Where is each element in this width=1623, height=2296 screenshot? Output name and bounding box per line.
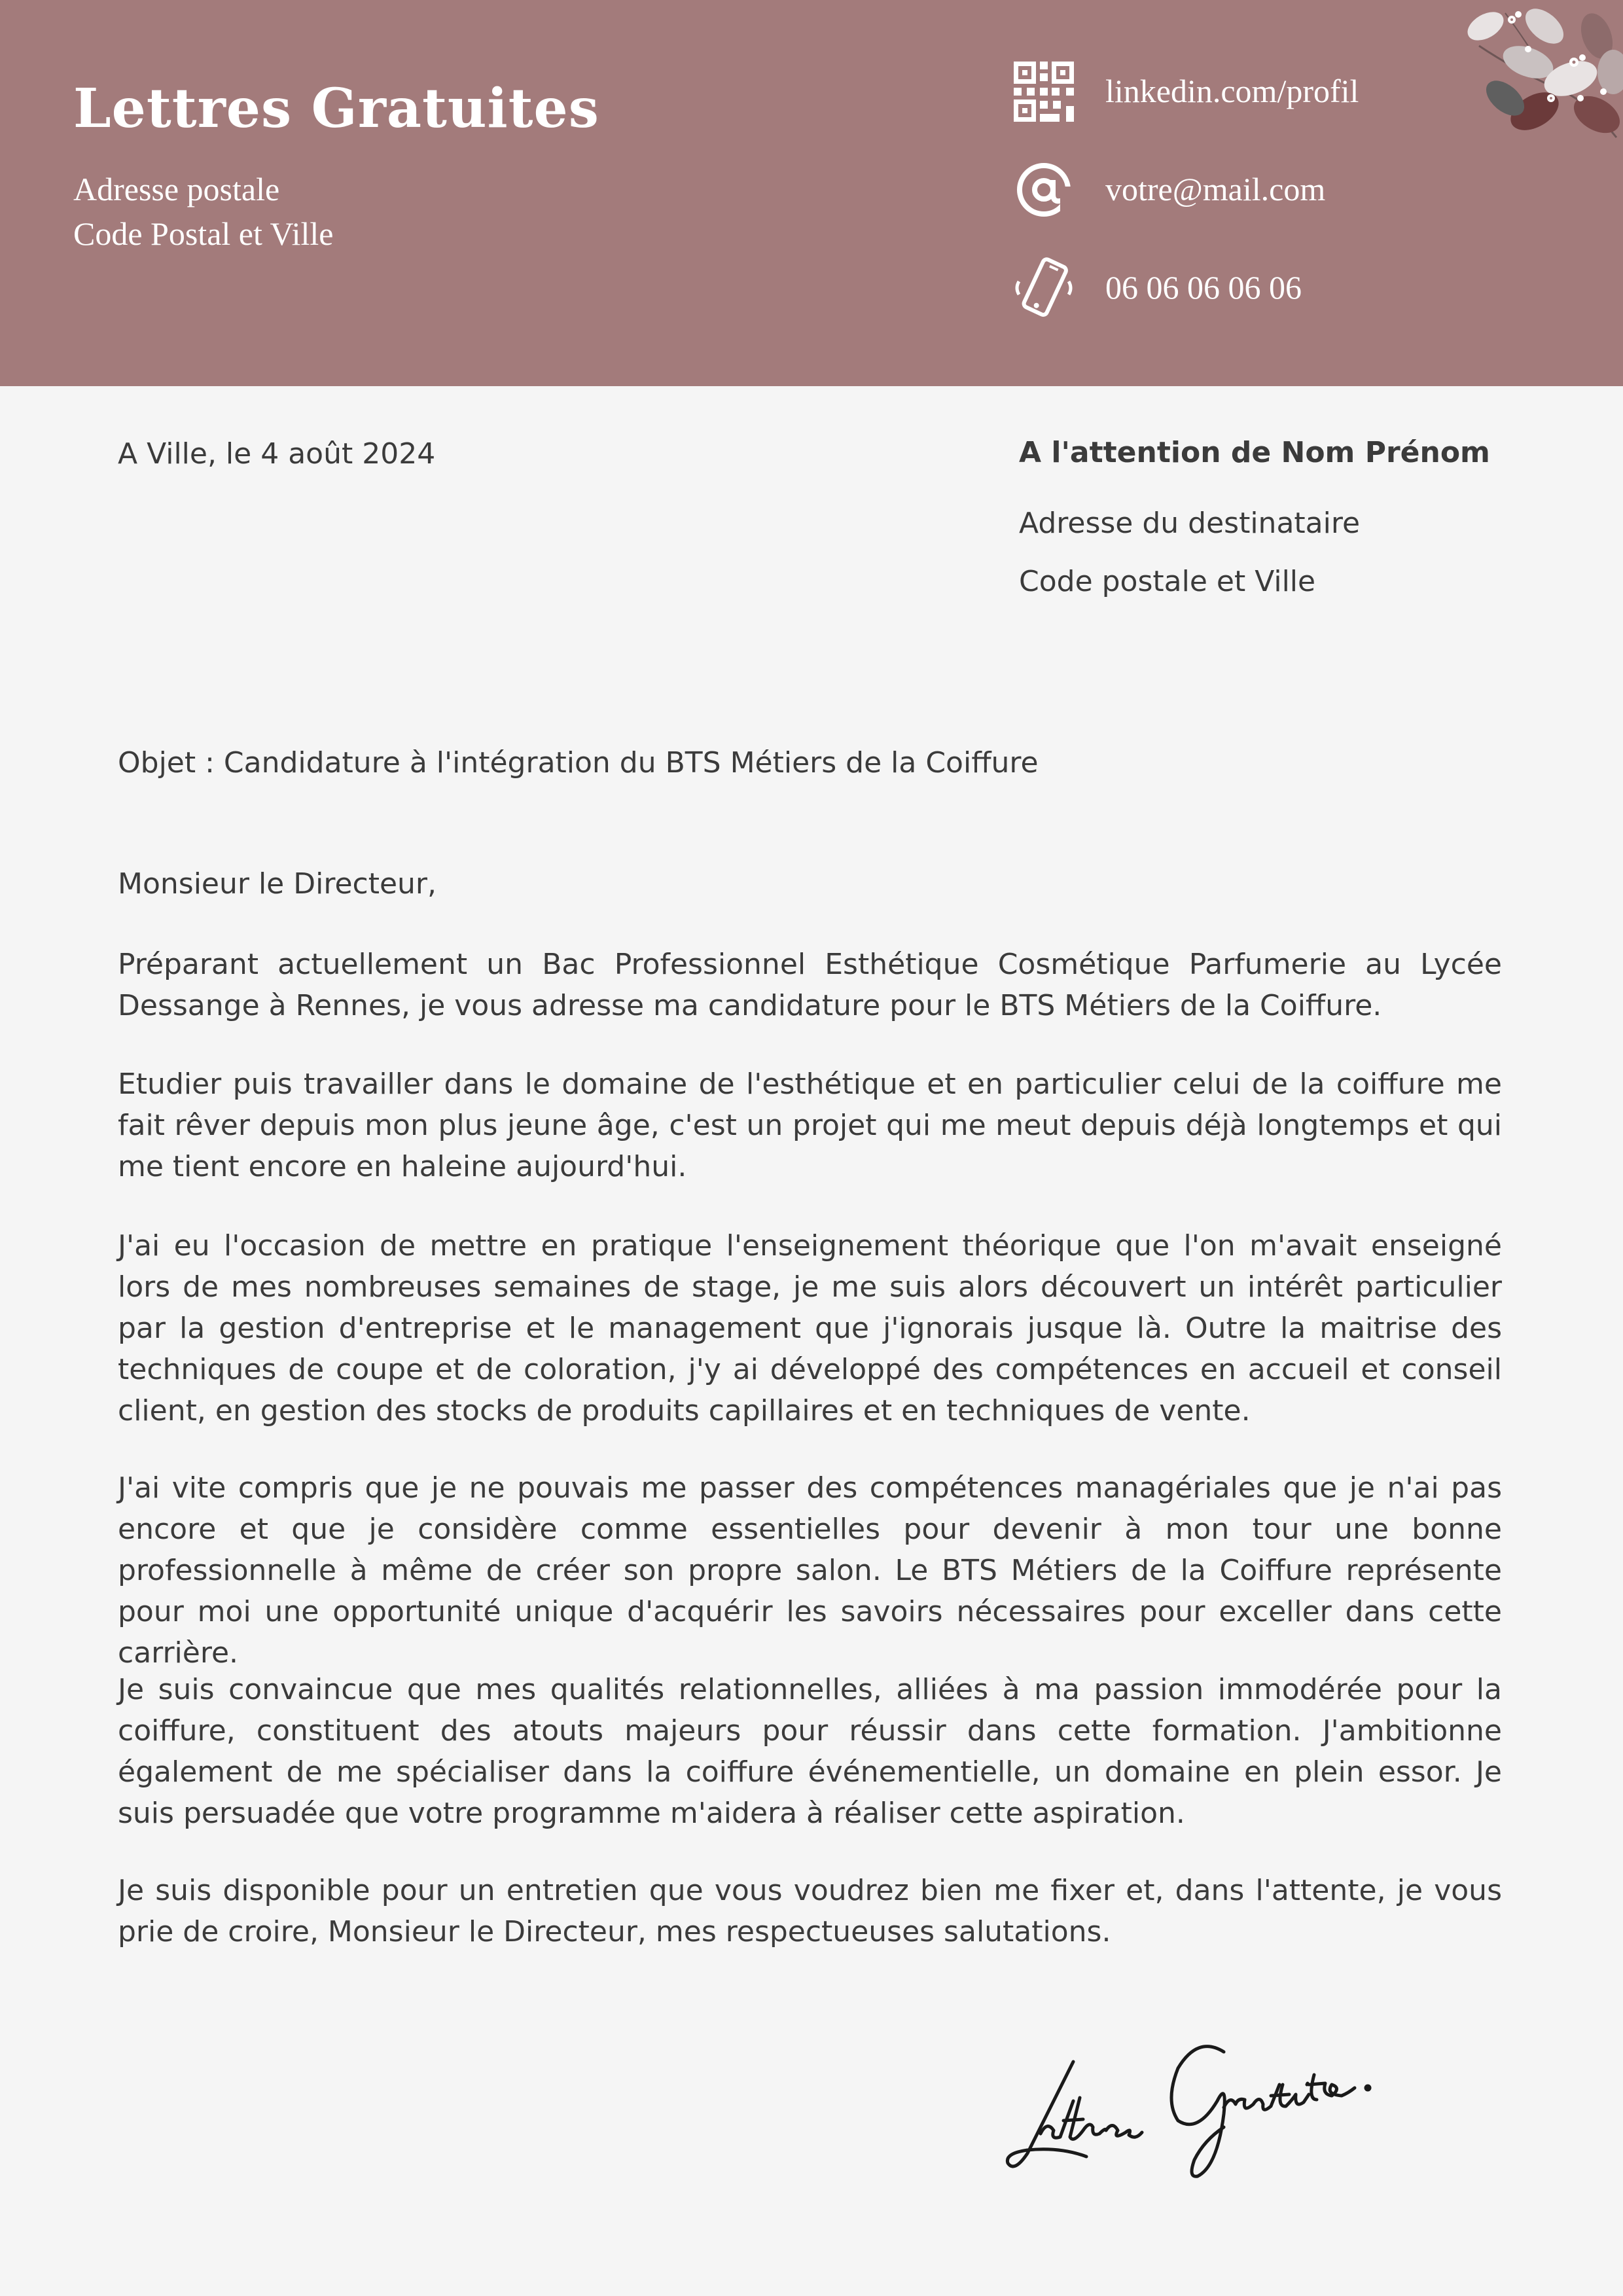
sender-address: Adresse postale bbox=[73, 171, 280, 207]
phone-number: 06 06 06 06 06 bbox=[1105, 269, 1302, 306]
letter-date: A Ville, le 4 août 2024 bbox=[118, 437, 436, 471]
body-paragraph: Etudier puis travailler dans le domaine de l'esthétique et en particulier celui de la coiffure me fait rêver depuis mon plus jeune âge, c'est un projet qui me meut depuis déjà longtemps et qui me tient encore en haleine aujourd'hui. bbox=[118, 1067, 1502, 1183]
handwritten-signature bbox=[1001, 2022, 1381, 2179]
header-banner bbox=[0, 0, 1623, 386]
recipient-city: Code postale et Ville bbox=[1019, 565, 1316, 598]
floral-decoration-icon bbox=[1466, 0, 1623, 157]
body-paragraph: Je suis disponible pour un entretien que vous voudrez bien me fixer et, dans l'attente, je vous prie de croire, Monsieur le Directeur, mes respectueuses salutations. bbox=[118, 1874, 1502, 1948]
email-link[interactable]: votre@mail.com bbox=[1105, 171, 1326, 207]
contact-phone[interactable] bbox=[1011, 255, 1469, 321]
recipient-name: A l'attention de Nom Prénom bbox=[1019, 436, 1490, 469]
phone-icon bbox=[1011, 255, 1077, 321]
contact-linkedin[interactable] bbox=[1011, 59, 1469, 124]
body-paragraph: Je suis convaincue que mes qualités relationnelles, alliées à ma passion immodérée pour la coiffure, constituent des atouts majeurs pour réussir dans cette formation. J'ambitionne également de me spécialiser dans la coiffure événementielle, un domaine en plein essor. Je suis persuadée que votre programme m'aidera à réaliser cette aspiration. bbox=[118, 1673, 1502, 1830]
linkedin-link[interactable]: linkedin.com/profil bbox=[1105, 73, 1359, 109]
body-paragraph: J'ai vite compris que je ne pouvais me passer des compétences managériales que je n'ai pas encore et que je considère comme essentielles pour devenir à mon tour une bonne professionnelle à même de créer son propre salon. Le BTS Métiers de la Coiffure représente pour moi une opportunité unique d'acquérir les savoirs nécessaires pour exceller dans cette carrière. bbox=[118, 1471, 1502, 1670]
qr-code-icon bbox=[1011, 59, 1077, 124]
contact-email[interactable] bbox=[1011, 157, 1469, 223]
at-sign-icon bbox=[1011, 157, 1077, 223]
recipient-block bbox=[1019, 436, 1490, 611]
body-paragraph: J'ai eu l'occasion de mettre en pratique l'enseignement théorique que l'on m'avait enseigné lors de mes nombreuses semaines de stage, je me suis alors découvert un intérêt particulier par la gestion d'entreprise et le management que j'ignorais jusque là. Outre la maitrise des techniques de coupe et de coloration, j'y ai développé des compétences en accueil et conseil client, en gestion des stocks de produits capillaires et en techniques de vente. bbox=[118, 1229, 1502, 1427]
letter-salutation: Monsieur le Directeur, bbox=[118, 867, 437, 901]
body-paragraph: Préparant actuellement un Bac Professionnel Esthétique Cosmétique Parfumerie au Lycée Dessange à Rennes, je vous adresse ma candidature pour le BTS Métiers de la Coiffure. bbox=[118, 948, 1502, 1022]
sender-name: Lettres Gratuites bbox=[73, 77, 599, 140]
recipient-address: Adresse du destinataire bbox=[1019, 507, 1361, 540]
sender-city: Code Postal et Ville bbox=[73, 215, 334, 252]
letter-subject: Objet : Candidature à l'intégration du BTS Métiers de la Coiffure bbox=[118, 746, 1039, 780]
